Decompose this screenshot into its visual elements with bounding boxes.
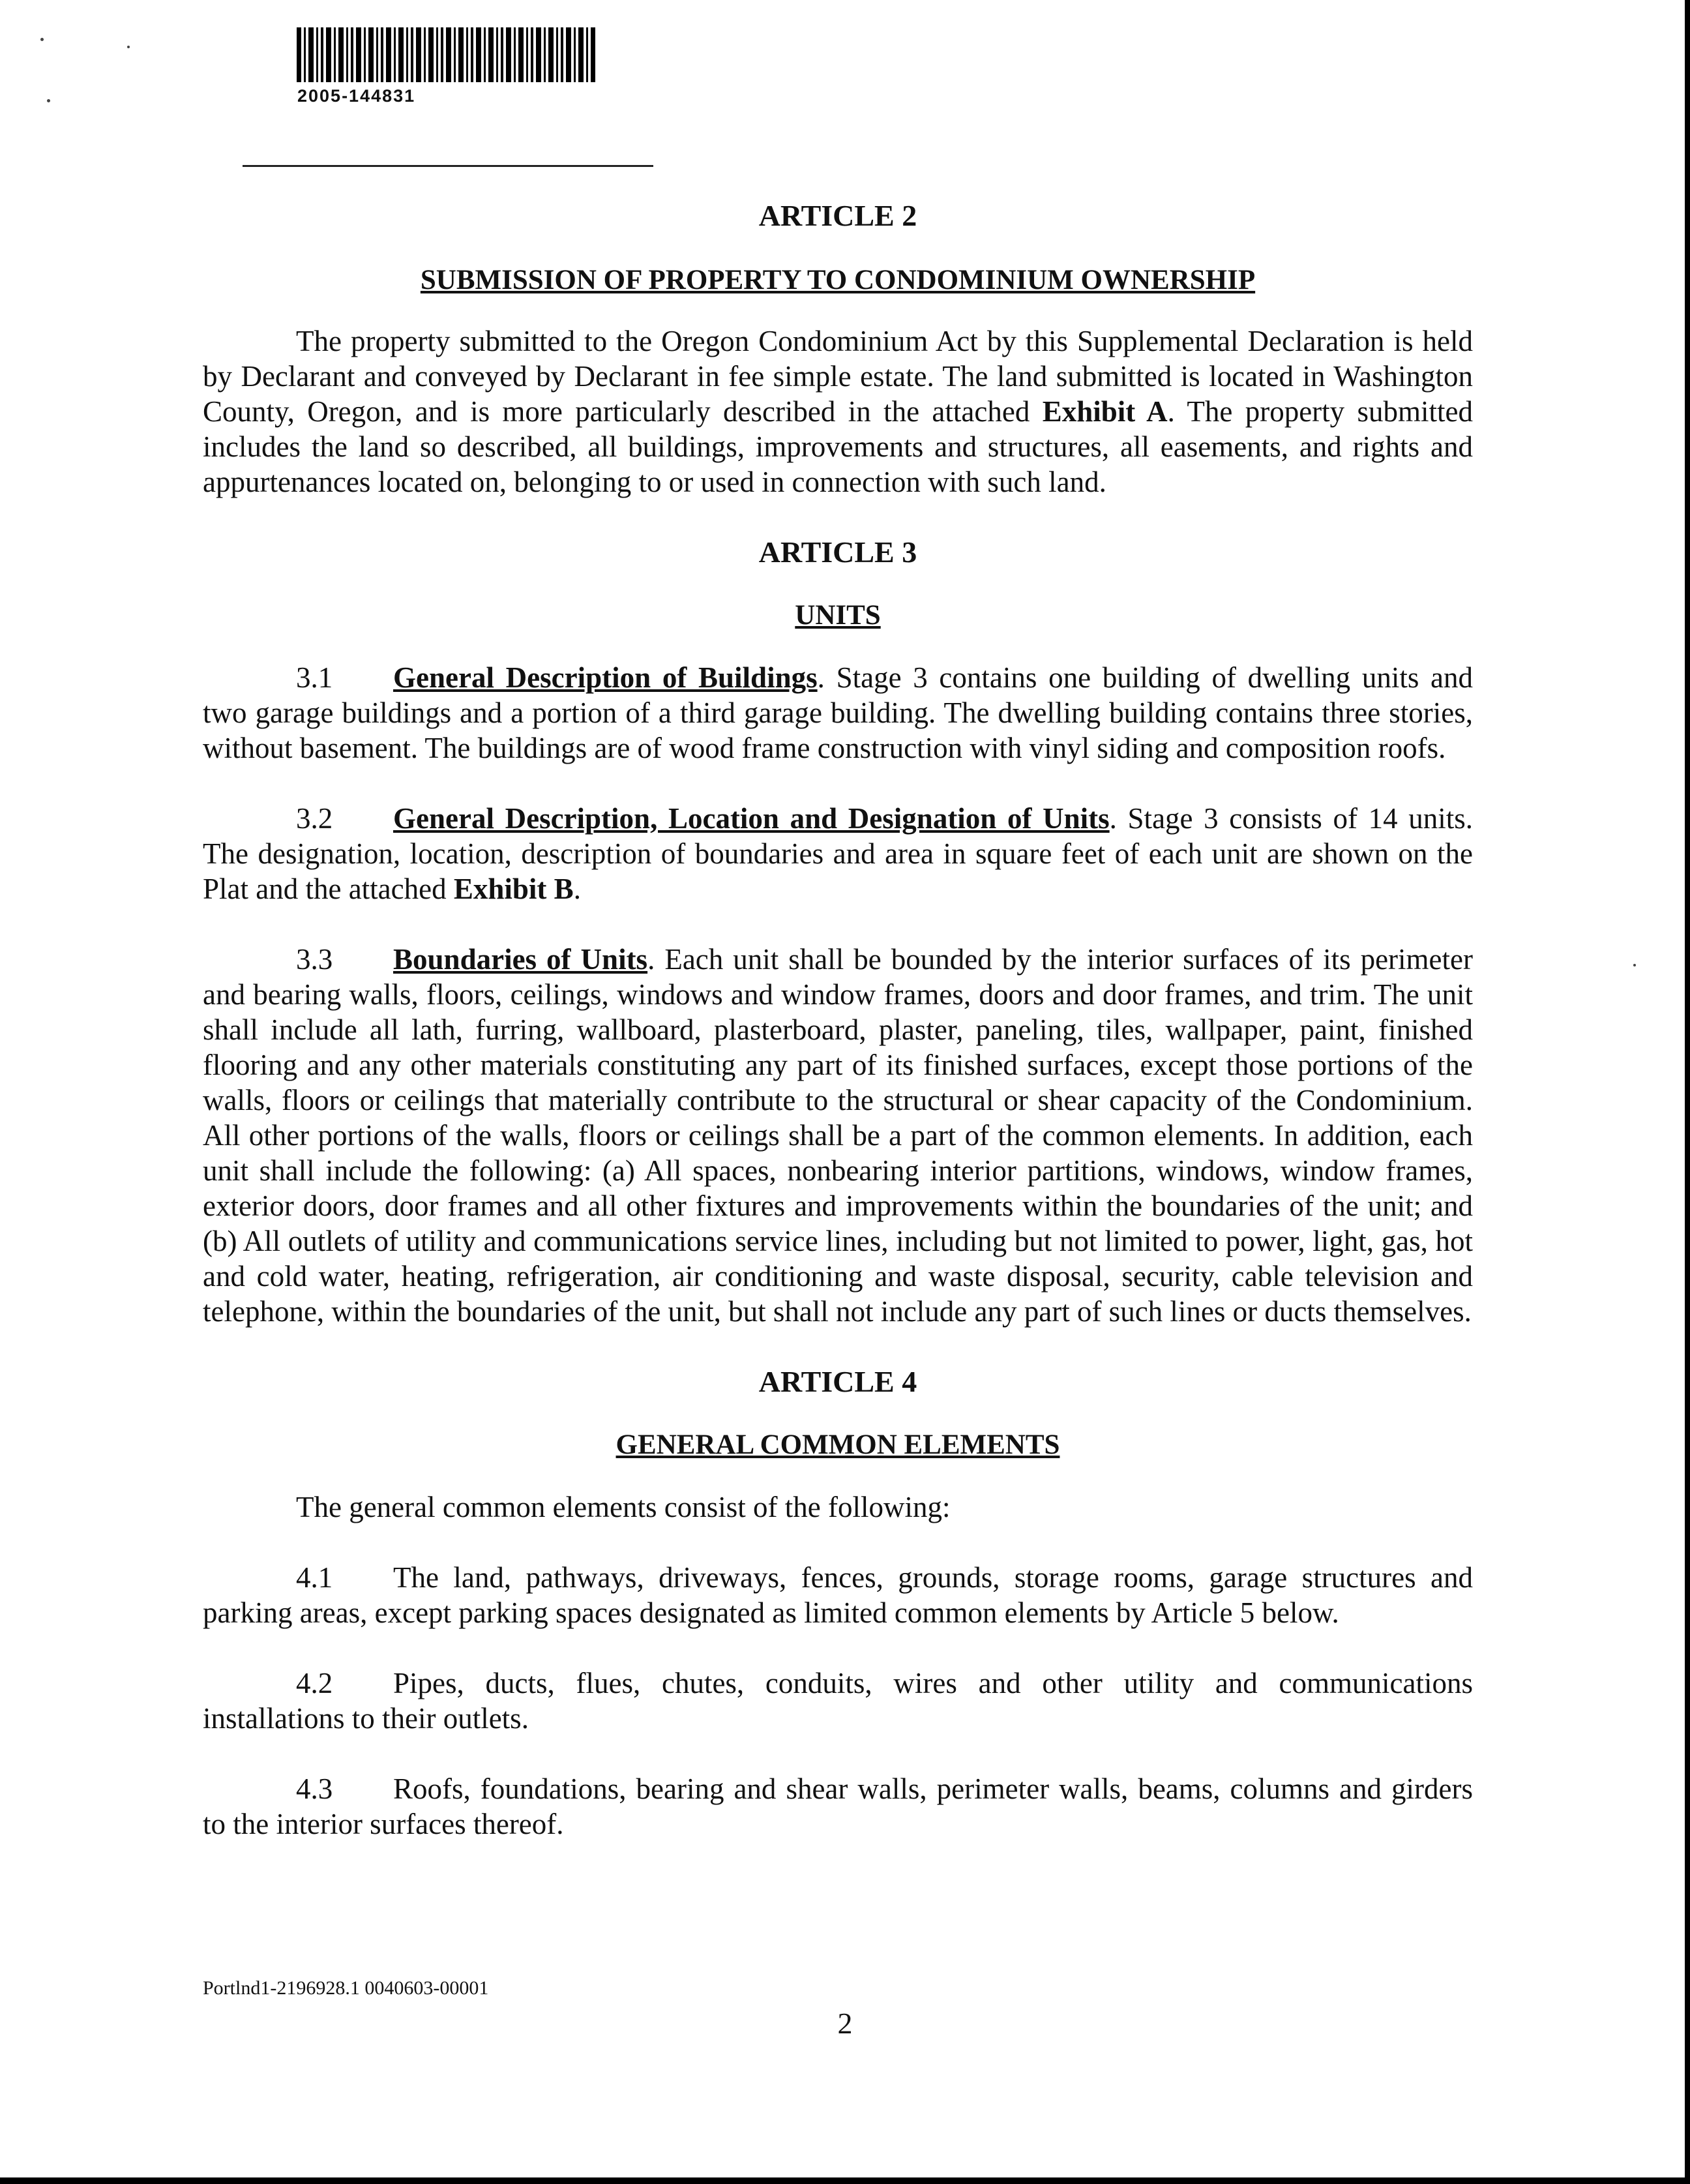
barcode-image [297, 27, 595, 82]
article-4-heading: ARTICLE 4 [758, 1365, 917, 1398]
section-number: 4.3 [296, 1773, 333, 1805]
horizontal-rule [243, 165, 653, 167]
exhibit-b-ref: Exhibit B [453, 873, 574, 905]
section-title: General Description, Location and Designation of Units [393, 802, 1110, 835]
document-body [203, 189, 1473, 1842]
exhibit-a-ref: Exhibit A [1042, 395, 1168, 428]
scan-speck [47, 99, 50, 102]
scan-speck [40, 38, 44, 41]
section-3-2 [203, 801, 1473, 906]
section-text: Pipes, ducts, flues, chutes, conduits, wires and other utility and communications installations to their outlets. [203, 1667, 1473, 1735]
article-4-subheading: GENERAL COMMON ELEMENTS [615, 1429, 1060, 1460]
footer-document-id: Portlnd1-2196928.1 0040603-00001 [203, 1977, 489, 1999]
section-3-1 [203, 660, 1473, 766]
section-number: 4.2 [296, 1667, 333, 1699]
section-4-1 [203, 1560, 1473, 1630]
page-number: 2 [837, 2007, 853, 2040]
section-number: 3.2 [296, 802, 333, 835]
section-number: 3.1 [296, 661, 333, 694]
article-3-heading: ARTICLE 3 [758, 535, 917, 569]
section-text: . Stage 3 consists of 14 units. The designation, location, description of boundaries and area in square feet of each unit are shown on the Plat and the attached [203, 802, 1473, 905]
article-2-paragraph [203, 323, 1473, 500]
section-text: . Stage 3 contains one building of dwelling units and two garage buildings and a portion of a third garage building. The dwelling building contains three stories, without basement. The buildings are of wood frame construction with vinyl siding and composition roofs. [203, 661, 1474, 764]
section-number: 4.1 [296, 1561, 333, 1594]
section-text: The land, pathways, driveways, fences, grounds, storage rooms, garage structures and parking areas, except parking spaces designated as limited common elements by Article 5 below. [203, 1561, 1473, 1629]
section-3-3 [203, 942, 1473, 1329]
section-text: Roofs, foundations, bearing and shear walls, perimeter walls, beams, columns and girders to the interior surfaces thereof. [203, 1773, 1473, 1840]
scan-edge-right [1685, 0, 1690, 2184]
barcode-number: 2005-144831 [297, 86, 416, 106]
scan-edge-bottom [0, 2177, 1690, 2184]
section-text-end: . [573, 873, 581, 905]
section-number: 3.3 [296, 943, 333, 976]
section-4-3 [203, 1771, 1473, 1842]
article-2-subheading: SUBMISSION OF PROPERTY TO CONDOMINIUM OWNERSHIP [420, 265, 1256, 295]
article-3-subheading: UNITS [795, 600, 881, 631]
section-title: General Description of Buildings [393, 661, 818, 694]
article-2-heading: ARTICLE 2 [758, 199, 917, 232]
section-title: Boundaries of Units [393, 943, 648, 976]
article-2-text: The property submitted to the Oregon Condominium Act by this Supplemental Declaration is held by Declarant and conveyed by Declarant in fee simple estate. The land submitted is located in Washington County, Oregon, and is more particularly described in the attached [203, 325, 1473, 428]
article-2-text-end: . The property submitted includes the land so described, all buildings, improvements and structures, all easements, and rights and appurtenances located on, belonging to or used in connection with such land. [203, 395, 1473, 498]
scan-speck [127, 46, 130, 48]
section-4-2 [203, 1666, 1473, 1736]
article-4-intro: The general common elements consist of the following: [296, 1491, 951, 1523]
section-text: . Each unit shall be bounded by the interior surfaces of its perimeter and bearing walls, floors, ceilings, windows and window frames, doors and door frames, and trim. The unit shall include all lath, furring, wallboard, plasterboard, plaster, paneling, tiles, wallpaper, paint, finished flooring and any other materials constituting any part of its finished surfaces, except those portions of the walls, floors or ceilings that materially contribute to the structural or shear capacity of the Condominium. All other portions of the walls, floors or ceilings shall be a part of the common elements. In addition, each unit shall include the following: (a) All spaces, nonbearing interior partitions, windows, window frames, exterior doors, door frames and all other fixtures and improvements within the boundaries of the unit; and (b) All outlets of utility and communications service lines, including but not limited to power, light, gas, hot and cold water, heating, refrigeration, air conditioning and waste disposal, security, cable television and telephone, within the boundaries of the unit, but shall not include any part of such lines or ducts themselves. [203, 943, 1473, 1328]
scan-speck [1633, 964, 1636, 966]
